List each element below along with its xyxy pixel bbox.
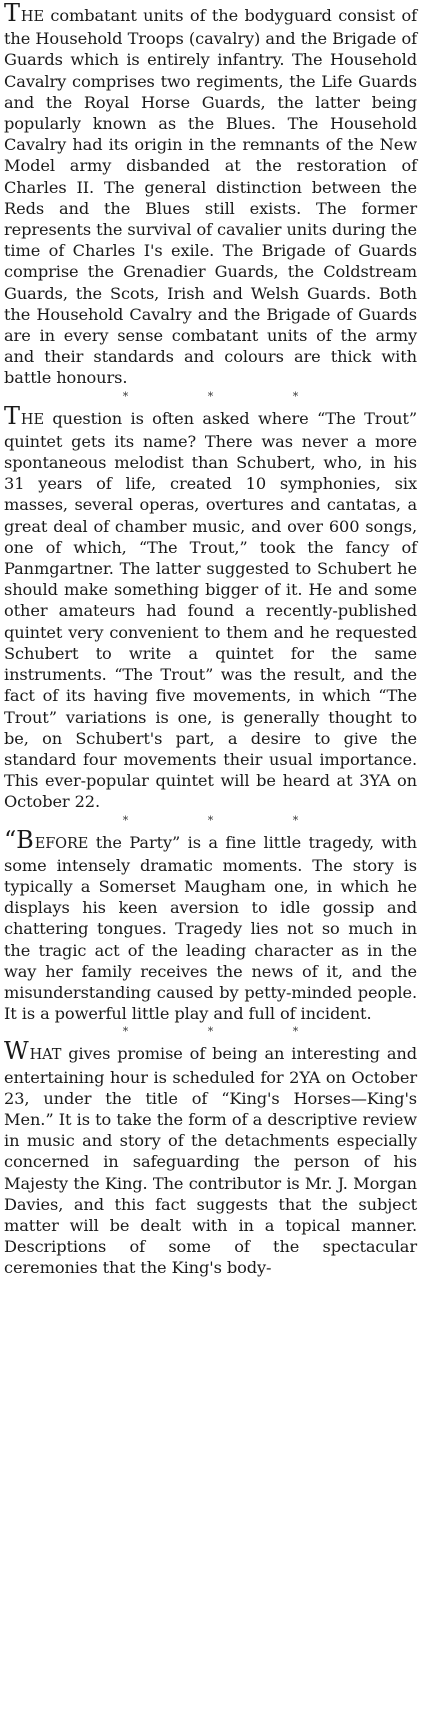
lead-word: EFORE [34,835,89,852]
paragraph-text: question is often asked where “The Trout” quintet gets its name? There was never a more spontaneous melodist than Schubert, who, in his 31 years of life, created 10 symphonies, six masses, several operas, overtures and cantatas, a great deal of chamber music, and over 600 songs, one of which, “The Trout,” took the fancy of Panmgartner. The latter suggested to Schubert he should make something bigger of it. He and some other amateurs had found a recently-published quintet very convenient to them and he requested Schubert to write a quintet for the same instruments. “The Trout” was the result, and the fact of its having five movements, in which “The Trout” variations is one, is generally thought to be, on Schubert's part, a desire to give the standard four movements their usual importance. This ever-popular quintet will be heard at 3YA on October 22. [4,408,417,812]
drop-cap: “B [4,825,34,854]
drop-cap: T [4,401,20,430]
lead-word: HE [20,411,44,428]
paragraph-before-the-party [4,825,417,1025]
section-separator: * * * [122,389,337,403]
paragraph-text: gives promise of being an interesting and entertaining hour is scheduled for 2YA on October 23, under the title of “King's Horses—King's Men.” It is to take the form of a descriptive review in music and story of the detachments especially concerned in safeguarding the person of his Majesty the King. The contributor is Mr. J. Morgan Davies, and this fact suggests that the subject matter will be dealt with in a topical manner. Descriptions of some of the spectacular ceremonies that the King's body- [4,1044,417,1278]
section-separator: * * * [122,1025,337,1039]
lead-word: HAT [29,1047,62,1064]
paragraph-text: the Party” is a fine little tragedy, with some intensely dramatic moments. The story is typically a Somerset Maugham one, in which he displays his keen aversion to idle gossip and chattering tongues. Tragedy lies not so much in the tragic act of the leading character as in the way her family receives the news of it, and the misunderstanding caused by petty-minded people. It is a powerful little play and full of incident. [4,832,417,1024]
paragraph-kings-horses [4,1037,417,1278]
lead-word: HE [20,9,44,25]
drop-cap: T [4,0,20,27]
drop-cap: W [4,1037,29,1066]
section-separator: * * * [122,813,337,827]
paragraph-trout-quintet [4,401,417,813]
paragraph-text: combatant units of the bodyguard consist of the Household Troops (cavalry) and the Brigade of Guards which is entirely infantry. The Household Cavalry comprises two regiments, the Life Guards and the Royal Horse Guards, the latter being popularly known as the Blues. The Household Cavalry had its origin in the remnants of the New Model army disbanded at the restoration of Charles II. The general distinction between the Reds and the Blues still exists. The former represents the survival of cavalier units during the time of Charles I's exile. The Brigade of Guards comprise the Grenadier Guards, the Coldstream Guards, the Scots, Irish and Welsh Guards. Both the Household Cavalry and the Brigade of Guards are in every sense combatant units of the army and their standards and colours are thick with battle honours. [4,6,417,388]
paragraph-bodyguard [4,0,417,389]
